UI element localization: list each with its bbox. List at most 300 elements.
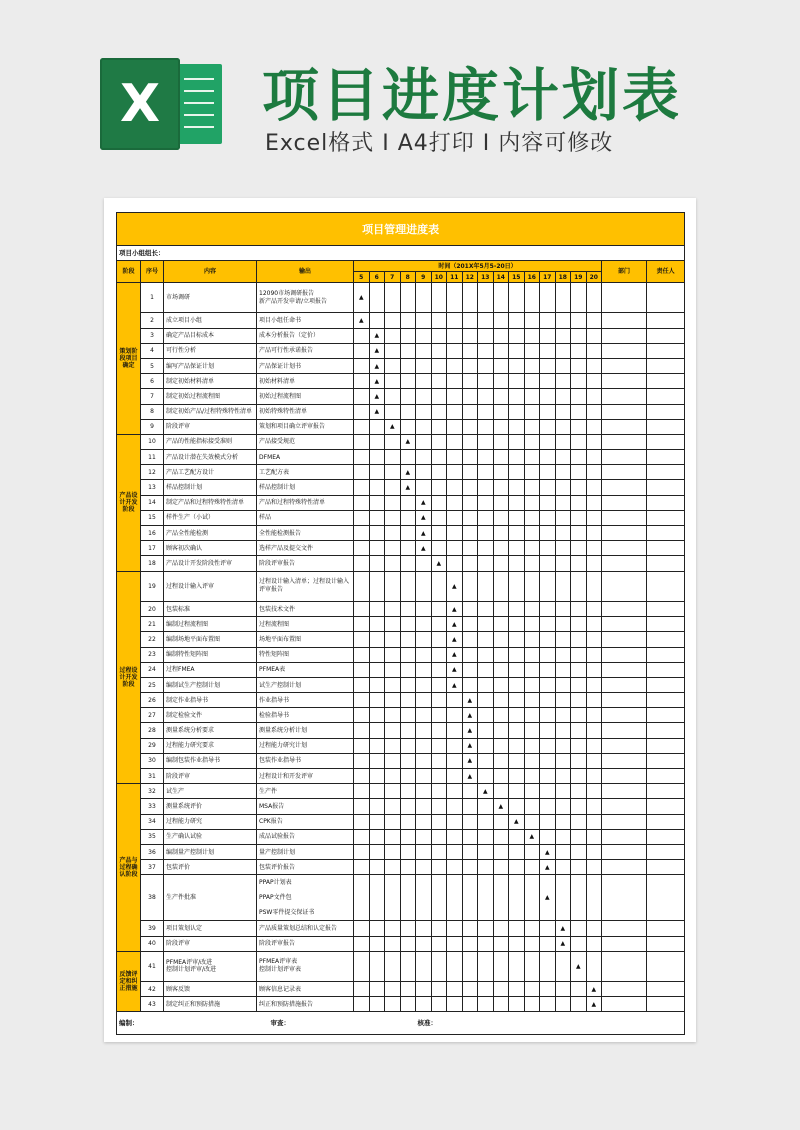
day-cell xyxy=(493,632,509,647)
milestone-mark-icon: ▲ xyxy=(586,982,602,997)
day-cell xyxy=(493,601,509,616)
day-cell xyxy=(540,510,556,525)
day-cell xyxy=(431,738,447,753)
day-cell xyxy=(354,799,370,814)
row-content: 制定纠正和预防措施 xyxy=(164,997,257,1012)
dept-cell xyxy=(602,358,647,373)
day-cell xyxy=(493,829,509,844)
day-cell xyxy=(400,647,416,662)
day-cell xyxy=(431,875,447,921)
day-cell xyxy=(478,283,494,313)
day-cell xyxy=(369,419,385,434)
day-cell xyxy=(462,632,478,647)
day-cell xyxy=(509,389,525,404)
day-cell xyxy=(524,799,540,814)
day-cell xyxy=(509,328,525,343)
row-number: 37 xyxy=(141,860,164,875)
day-cell xyxy=(540,358,556,373)
day-cell xyxy=(524,526,540,541)
row-content: 制定初始过程流程图 xyxy=(164,389,257,404)
day-cell xyxy=(478,617,494,632)
day-cell xyxy=(354,829,370,844)
day-cell xyxy=(540,784,556,799)
table-row xyxy=(117,799,685,814)
day-cell xyxy=(462,510,478,525)
day-cell xyxy=(540,404,556,419)
dept-cell xyxy=(602,723,647,738)
day-cell xyxy=(431,328,447,343)
day-cell xyxy=(571,997,587,1012)
day-cell xyxy=(447,844,463,859)
day-cell xyxy=(400,404,416,419)
owner-cell xyxy=(647,632,685,647)
day-cell xyxy=(555,753,571,768)
day-cell xyxy=(431,951,447,981)
signature-row xyxy=(117,1012,685,1035)
day-cell xyxy=(385,617,401,632)
day-cell xyxy=(493,389,509,404)
day-cell xyxy=(509,358,525,373)
day-cell xyxy=(478,921,494,936)
day-cell xyxy=(431,465,447,480)
owner-cell xyxy=(647,799,685,814)
day-cell xyxy=(493,313,509,328)
day-cell xyxy=(462,601,478,616)
row-content: 阶段评审 xyxy=(164,769,257,784)
day-cell xyxy=(478,844,494,859)
day-cell xyxy=(447,936,463,951)
day-cell xyxy=(385,784,401,799)
day-cell xyxy=(354,814,370,829)
day-cell xyxy=(431,677,447,692)
day-cell xyxy=(586,283,602,313)
day-cell xyxy=(447,495,463,510)
day-cell xyxy=(524,936,540,951)
day-cell xyxy=(400,723,416,738)
day-cell xyxy=(540,465,556,480)
day-cell xyxy=(447,283,463,313)
day-cell xyxy=(478,662,494,677)
day-cell xyxy=(509,677,525,692)
day-cell xyxy=(385,450,401,465)
day-cell xyxy=(431,374,447,389)
day-cell xyxy=(493,434,509,449)
day-cell xyxy=(369,814,385,829)
day-cell xyxy=(462,358,478,373)
day-cell xyxy=(478,693,494,708)
row-output: 测量系统分析计划 xyxy=(257,723,354,738)
day-cell xyxy=(571,921,587,936)
day-cell xyxy=(385,753,401,768)
table-row xyxy=(117,571,685,601)
day-cell xyxy=(509,465,525,480)
table-row xyxy=(117,936,685,951)
row-number: 4 xyxy=(141,343,164,358)
table-row xyxy=(117,358,685,373)
day-cell xyxy=(416,419,432,434)
milestone-mark-icon: ▲ xyxy=(447,677,463,692)
day-cell xyxy=(400,450,416,465)
dept-cell xyxy=(602,982,647,997)
day-header: 15 xyxy=(509,272,525,283)
day-cell xyxy=(462,541,478,556)
banner-title: 项目进度计划表 xyxy=(262,63,682,129)
banner-subtitle: Excel格式 I A4打印 I 内容可修改 xyxy=(265,131,614,156)
day-cell xyxy=(571,389,587,404)
day-cell xyxy=(524,343,540,358)
day-cell xyxy=(369,283,385,313)
row-number: 43 xyxy=(141,997,164,1012)
day-cell xyxy=(431,601,447,616)
row-content: 阶段评审 xyxy=(164,936,257,951)
day-cell xyxy=(493,769,509,784)
row-content: 确定产品目标成本 xyxy=(164,328,257,343)
day-cell xyxy=(524,860,540,875)
day-cell xyxy=(509,951,525,981)
day-cell xyxy=(462,617,478,632)
day-cell xyxy=(524,677,540,692)
milestone-mark-icon: ▲ xyxy=(447,647,463,662)
day-cell xyxy=(586,313,602,328)
table-row xyxy=(117,526,685,541)
header-time: 时间（201X年5月5-20日） xyxy=(354,261,602,272)
milestone-mark-icon: ▲ xyxy=(400,434,416,449)
day-cell xyxy=(524,541,540,556)
owner-cell xyxy=(647,677,685,692)
day-cell xyxy=(354,526,370,541)
day-cell xyxy=(540,693,556,708)
day-cell xyxy=(369,982,385,997)
row-output: 初始过程流程图 xyxy=(257,389,354,404)
owner-cell xyxy=(647,495,685,510)
day-cell xyxy=(555,465,571,480)
day-cell xyxy=(555,829,571,844)
milestone-mark-icon: ▲ xyxy=(462,738,478,753)
milestone-mark-icon: ▲ xyxy=(369,389,385,404)
day-cell xyxy=(447,921,463,936)
day-cell xyxy=(447,556,463,571)
row-output: 包装评价报告 xyxy=(257,860,354,875)
row-output: 产品可行性承诺报告 xyxy=(257,343,354,358)
day-cell xyxy=(571,541,587,556)
row-content: 阶段评审 xyxy=(164,419,257,434)
row-number: 22 xyxy=(141,632,164,647)
day-cell xyxy=(354,541,370,556)
row-number: 28 xyxy=(141,723,164,738)
day-cell xyxy=(555,343,571,358)
table-row xyxy=(117,328,685,343)
row-number: 19 xyxy=(141,571,164,601)
day-cell xyxy=(462,784,478,799)
dept-cell xyxy=(602,951,647,981)
day-cell xyxy=(509,450,525,465)
milestone-mark-icon: ▲ xyxy=(369,328,385,343)
day-cell xyxy=(400,829,416,844)
day-cell xyxy=(540,799,556,814)
owner-cell xyxy=(647,647,685,662)
milestone-mark-icon: ▲ xyxy=(478,784,494,799)
milestone-mark-icon: ▲ xyxy=(369,374,385,389)
day-cell xyxy=(431,571,447,601)
row-output: 包装作业指导书 xyxy=(257,753,354,768)
day-cell xyxy=(586,753,602,768)
table-row xyxy=(117,313,685,328)
row-number: 41 xyxy=(141,951,164,981)
day-cell xyxy=(400,738,416,753)
row-number: 5 xyxy=(141,358,164,373)
day-cell xyxy=(416,860,432,875)
day-cell xyxy=(400,951,416,981)
owner-cell xyxy=(647,601,685,616)
day-cell xyxy=(416,708,432,723)
day-header: 8 xyxy=(400,272,416,283)
day-cell xyxy=(416,389,432,404)
day-cell xyxy=(416,784,432,799)
day-cell xyxy=(555,708,571,723)
day-cell xyxy=(478,450,494,465)
day-cell xyxy=(586,784,602,799)
day-cell xyxy=(509,844,525,859)
dept-cell xyxy=(602,769,647,784)
day-cell xyxy=(431,784,447,799)
day-cell xyxy=(431,860,447,875)
day-cell xyxy=(571,982,587,997)
milestone-mark-icon: ▲ xyxy=(447,601,463,616)
row-number: 36 xyxy=(141,844,164,859)
day-cell xyxy=(524,814,540,829)
table-row xyxy=(117,951,685,981)
day-cell xyxy=(493,677,509,692)
day-cell xyxy=(478,510,494,525)
day-cell xyxy=(354,784,370,799)
day-cell xyxy=(555,358,571,373)
day-cell xyxy=(385,799,401,814)
day-cell xyxy=(462,526,478,541)
day-cell xyxy=(462,936,478,951)
milestone-mark-icon: ▲ xyxy=(540,860,556,875)
day-cell xyxy=(416,465,432,480)
row-number: 7 xyxy=(141,389,164,404)
day-cell xyxy=(447,784,463,799)
day-cell xyxy=(571,647,587,662)
leader-label: 项目小组组长： xyxy=(117,246,685,261)
day-cell xyxy=(571,829,587,844)
day-cell xyxy=(385,465,401,480)
day-cell xyxy=(354,465,370,480)
day-cell xyxy=(462,647,478,662)
day-cell xyxy=(369,601,385,616)
day-cell xyxy=(400,784,416,799)
row-content: 制定初始产品/过程特殊特性清单 xyxy=(164,404,257,419)
day-cell xyxy=(478,814,494,829)
day-cell xyxy=(540,389,556,404)
row-number: 33 xyxy=(141,799,164,814)
owner-cell xyxy=(647,951,685,981)
day-cell xyxy=(462,799,478,814)
day-cell xyxy=(493,541,509,556)
day-cell xyxy=(571,465,587,480)
day-cell xyxy=(524,753,540,768)
owner-cell xyxy=(647,389,685,404)
day-cell xyxy=(416,997,432,1012)
day-cell xyxy=(400,799,416,814)
day-cell xyxy=(354,434,370,449)
day-cell xyxy=(478,982,494,997)
day-cell xyxy=(571,434,587,449)
day-cell xyxy=(540,434,556,449)
day-cell xyxy=(354,875,370,921)
row-output: 选样产品及提交文件 xyxy=(257,541,354,556)
day-cell xyxy=(478,799,494,814)
day-cell xyxy=(354,617,370,632)
dept-cell xyxy=(602,343,647,358)
day-cell xyxy=(555,662,571,677)
row-number: 26 xyxy=(141,693,164,708)
day-cell xyxy=(509,495,525,510)
row-number: 35 xyxy=(141,829,164,844)
day-cell xyxy=(478,723,494,738)
day-cell xyxy=(571,662,587,677)
milestone-mark-icon: ▲ xyxy=(369,358,385,373)
day-cell xyxy=(524,617,540,632)
day-cell xyxy=(571,404,587,419)
row-output: PPAP计划表 PPAP文件包 PSW零件提交保证书 xyxy=(257,875,354,921)
day-header: 18 xyxy=(555,272,571,283)
day-cell xyxy=(416,404,432,419)
day-cell xyxy=(555,571,571,601)
owner-cell xyxy=(647,358,685,373)
day-cell xyxy=(369,875,385,921)
sheet-title: 项目管理进度表 xyxy=(117,213,685,246)
day-cell xyxy=(571,374,587,389)
day-cell xyxy=(416,571,432,601)
row-number: 1 xyxy=(141,283,164,313)
day-cell xyxy=(540,328,556,343)
day-header: 10 xyxy=(431,272,447,283)
day-cell xyxy=(354,860,370,875)
day-cell xyxy=(354,662,370,677)
day-cell xyxy=(385,510,401,525)
row-output: 策划和项目确立评审报告 xyxy=(257,419,354,434)
dept-cell xyxy=(602,662,647,677)
day-cell xyxy=(447,723,463,738)
day-cell xyxy=(478,753,494,768)
day-cell xyxy=(493,708,509,723)
day-cell xyxy=(586,829,602,844)
day-cell xyxy=(369,495,385,510)
row-output: 包装技术文件 xyxy=(257,601,354,616)
dept-cell xyxy=(602,495,647,510)
approved-by-label: 核准： xyxy=(416,1012,685,1035)
day-cell xyxy=(524,358,540,373)
day-cell xyxy=(586,647,602,662)
day-cell xyxy=(493,693,509,708)
day-cell xyxy=(555,541,571,556)
day-cell xyxy=(400,677,416,692)
day-cell xyxy=(431,632,447,647)
day-header: 17 xyxy=(540,272,556,283)
day-cell xyxy=(524,738,540,753)
phase-cell: 过程设计开发阶段 xyxy=(117,571,141,784)
day-cell xyxy=(540,936,556,951)
day-cell xyxy=(571,784,587,799)
day-cell xyxy=(509,571,525,601)
row-output: 过程设计和开发评审 xyxy=(257,769,354,784)
table-row xyxy=(117,982,685,997)
row-output: 检验指导书 xyxy=(257,708,354,723)
day-cell xyxy=(478,997,494,1012)
row-output: CPK报告 xyxy=(257,814,354,829)
day-cell xyxy=(385,495,401,510)
row-content: 产品全性能检测 xyxy=(164,526,257,541)
day-cell xyxy=(400,313,416,328)
day-cell xyxy=(369,662,385,677)
row-output: 样品控制计划 xyxy=(257,480,354,495)
table-row xyxy=(117,556,685,571)
day-cell xyxy=(571,875,587,921)
day-cell xyxy=(540,921,556,936)
day-cell xyxy=(354,343,370,358)
table-row xyxy=(117,738,685,753)
day-cell xyxy=(385,844,401,859)
day-cell xyxy=(540,617,556,632)
row-content: 制定产品和过程特殊特性清单 xyxy=(164,495,257,510)
day-cell xyxy=(586,419,602,434)
day-cell xyxy=(555,814,571,829)
milestone-mark-icon: ▲ xyxy=(416,510,432,525)
day-cell xyxy=(493,936,509,951)
row-number: 10 xyxy=(141,434,164,449)
row-number: 18 xyxy=(141,556,164,571)
day-cell xyxy=(385,875,401,921)
milestone-mark-icon: ▲ xyxy=(571,951,587,981)
day-cell xyxy=(400,617,416,632)
day-cell xyxy=(571,556,587,571)
day-cell xyxy=(385,708,401,723)
day-cell xyxy=(493,374,509,389)
day-cell xyxy=(586,844,602,859)
day-cell xyxy=(509,541,525,556)
day-cell xyxy=(369,647,385,662)
day-cell xyxy=(555,510,571,525)
day-cell xyxy=(447,358,463,373)
dept-cell xyxy=(602,936,647,951)
day-cell xyxy=(385,738,401,753)
day-cell xyxy=(431,450,447,465)
day-cell xyxy=(524,693,540,708)
day-cell xyxy=(354,632,370,647)
day-cell xyxy=(431,936,447,951)
day-cell xyxy=(416,632,432,647)
row-number: 15 xyxy=(141,510,164,525)
table-row xyxy=(117,769,685,784)
day-header: 9 xyxy=(416,272,432,283)
day-cell xyxy=(400,526,416,541)
day-cell xyxy=(354,495,370,510)
day-cell xyxy=(540,632,556,647)
owner-cell xyxy=(647,343,685,358)
day-cell xyxy=(493,951,509,981)
day-cell xyxy=(555,617,571,632)
table-row xyxy=(117,921,685,936)
day-cell xyxy=(493,450,509,465)
day-cell xyxy=(571,419,587,434)
row-content: 生产件批准 xyxy=(164,875,257,921)
day-cell xyxy=(400,753,416,768)
day-header: 14 xyxy=(493,272,509,283)
header-dept: 部门 xyxy=(602,261,647,283)
row-content: 产品工艺配方设计 xyxy=(164,465,257,480)
